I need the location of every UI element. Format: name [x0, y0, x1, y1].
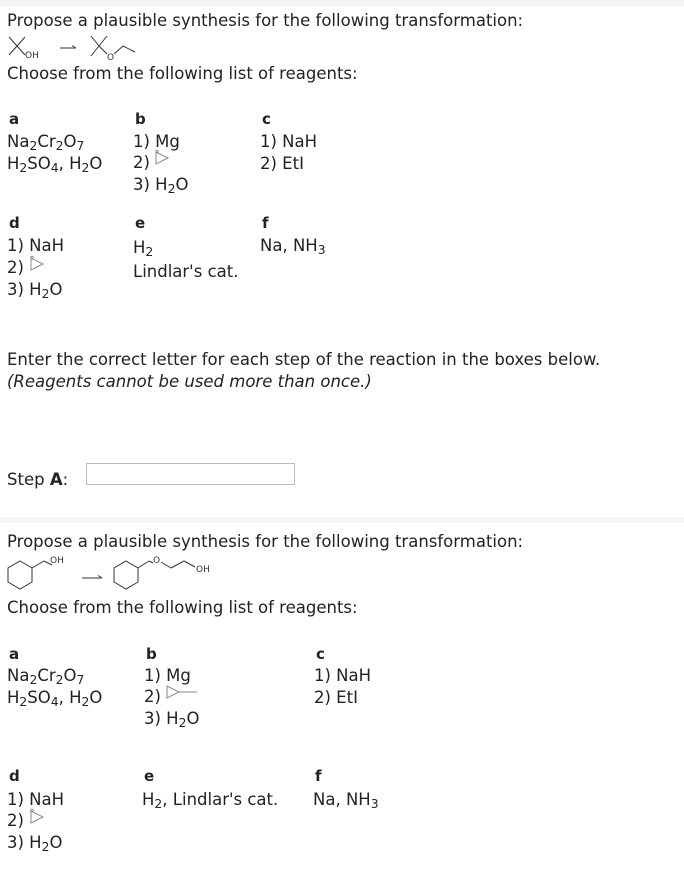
reagent2-b-letter: b — [146, 645, 157, 663]
ethylene-oxide-icon — [29, 255, 51, 273]
reagent-b-line2: 2) — [133, 153, 150, 172]
reagent-b-line3: 3) $H_2O$ — [133, 175, 189, 196]
reagent2-b-line2: 2) — [144, 687, 161, 706]
reagent-e-line2: Lindlar's cat. — [133, 262, 239, 281]
reactant-tert-butanol — [9, 37, 39, 61]
reaction-scheme-1 — [5, 30, 145, 62]
reaction-scheme-2 — [4, 552, 224, 596]
reaction-arrow-icon — [60, 46, 76, 49]
section-divider — [0, 517, 684, 523]
reagent2-b-line3: 3) $H_2O$ — [144, 709, 200, 730]
reagent-b-line1: 1) Mg — [133, 132, 180, 151]
reagent-a-letter: a — [9, 110, 20, 128]
ethylene-oxide-icon-2 — [29, 808, 51, 826]
reagent2-a-letter: a — [9, 645, 20, 663]
reagent2-d-letter: d — [9, 767, 20, 785]
step-a-label: Step A: — [7, 470, 69, 489]
reagent2-a-line1: $Na_2Cr_2O_7$ — [7, 666, 85, 687]
product2-oh-label: OH — [196, 565, 210, 575]
reagent-a-line2: $H_2SO_4$, $H_2O$ — [7, 154, 103, 175]
reagent2-c-line1: 1) NaH — [314, 666, 372, 685]
product-ether-alcohol — [114, 556, 210, 589]
reagent2-d-line3: 3) $H_2O$ — [7, 833, 63, 854]
reagent-d-line3: 3) $H_2O$ — [7, 280, 63, 301]
reactant-cyclohexylmethanol — [8, 556, 64, 589]
problem1-prompt: Propose a plausible synthesis for the following transformation: — [7, 11, 524, 30]
problem2-prompt: Propose a plausible synthesis for the following transformation: — [7, 532, 524, 551]
reagent-f-letter: f — [262, 214, 269, 232]
reagent-d-line2: 2) — [7, 258, 24, 277]
reagent-c-letter: c — [262, 110, 271, 128]
epoxide-icon — [154, 149, 176, 167]
product-tert-butyl-ethyl-ether — [91, 36, 135, 62]
reagent-e-line1: $H_2$ — [133, 238, 154, 259]
section-divider-top — [0, 0, 684, 6]
product2-o-label: O — [153, 556, 161, 566]
reagent-c-line2: 2) EtI — [260, 154, 304, 173]
problem1-choose-label: Choose from the following list of reagents: — [7, 64, 358, 83]
reagent2-a-line2: $H_2SO_4$, $H_2O$ — [7, 688, 103, 709]
reagent2-e-line1: $H_2$, Lindlar's cat. — [142, 790, 279, 811]
reagent2-d-line1: 1) NaH — [7, 790, 65, 809]
problem2-choose-label: Choose from the following list of reagents: — [7, 598, 358, 617]
reagent-note: (Reagents cannot be used more than once.) — [7, 372, 372, 391]
reagent-d-line1: 1) NaH — [7, 236, 65, 255]
reagent-d-letter: d — [9, 214, 20, 232]
reagent-f-line1: Na, $NH_3$ — [260, 236, 326, 257]
reagent2-f-line1: Na, $NH_3$ — [313, 790, 379, 811]
step-a-input[interactable] — [86, 463, 295, 485]
instruction-text: Enter the correct letter for each step of the reaction in the boxes below. — [7, 350, 601, 369]
reagent2-e-letter: e — [144, 767, 155, 785]
reaction-arrow-icon-2 — [82, 576, 102, 579]
reagent2-c-letter: c — [316, 645, 325, 663]
reagent-a-line1: $Na_2Cr_2O_7$ — [7, 132, 85, 153]
reagent-c-line1: 1) NaH — [260, 132, 318, 151]
reagent-e-letter: e — [135, 214, 146, 232]
isopropyl-bromide-icon — [165, 683, 199, 701]
reactant-oh-label: OH — [25, 51, 39, 61]
reagent2-c-line2: 2) EtI — [314, 688, 358, 707]
reagent2-b-line1: 1) Mg — [144, 666, 191, 685]
reagent-b-letter: b — [135, 110, 146, 128]
reagent2-d-line2: 2) — [7, 811, 24, 830]
product-o-label: O — [107, 53, 115, 62]
reactant2-oh-label: OH — [50, 556, 64, 566]
reagent2-f-letter: f — [315, 767, 322, 785]
